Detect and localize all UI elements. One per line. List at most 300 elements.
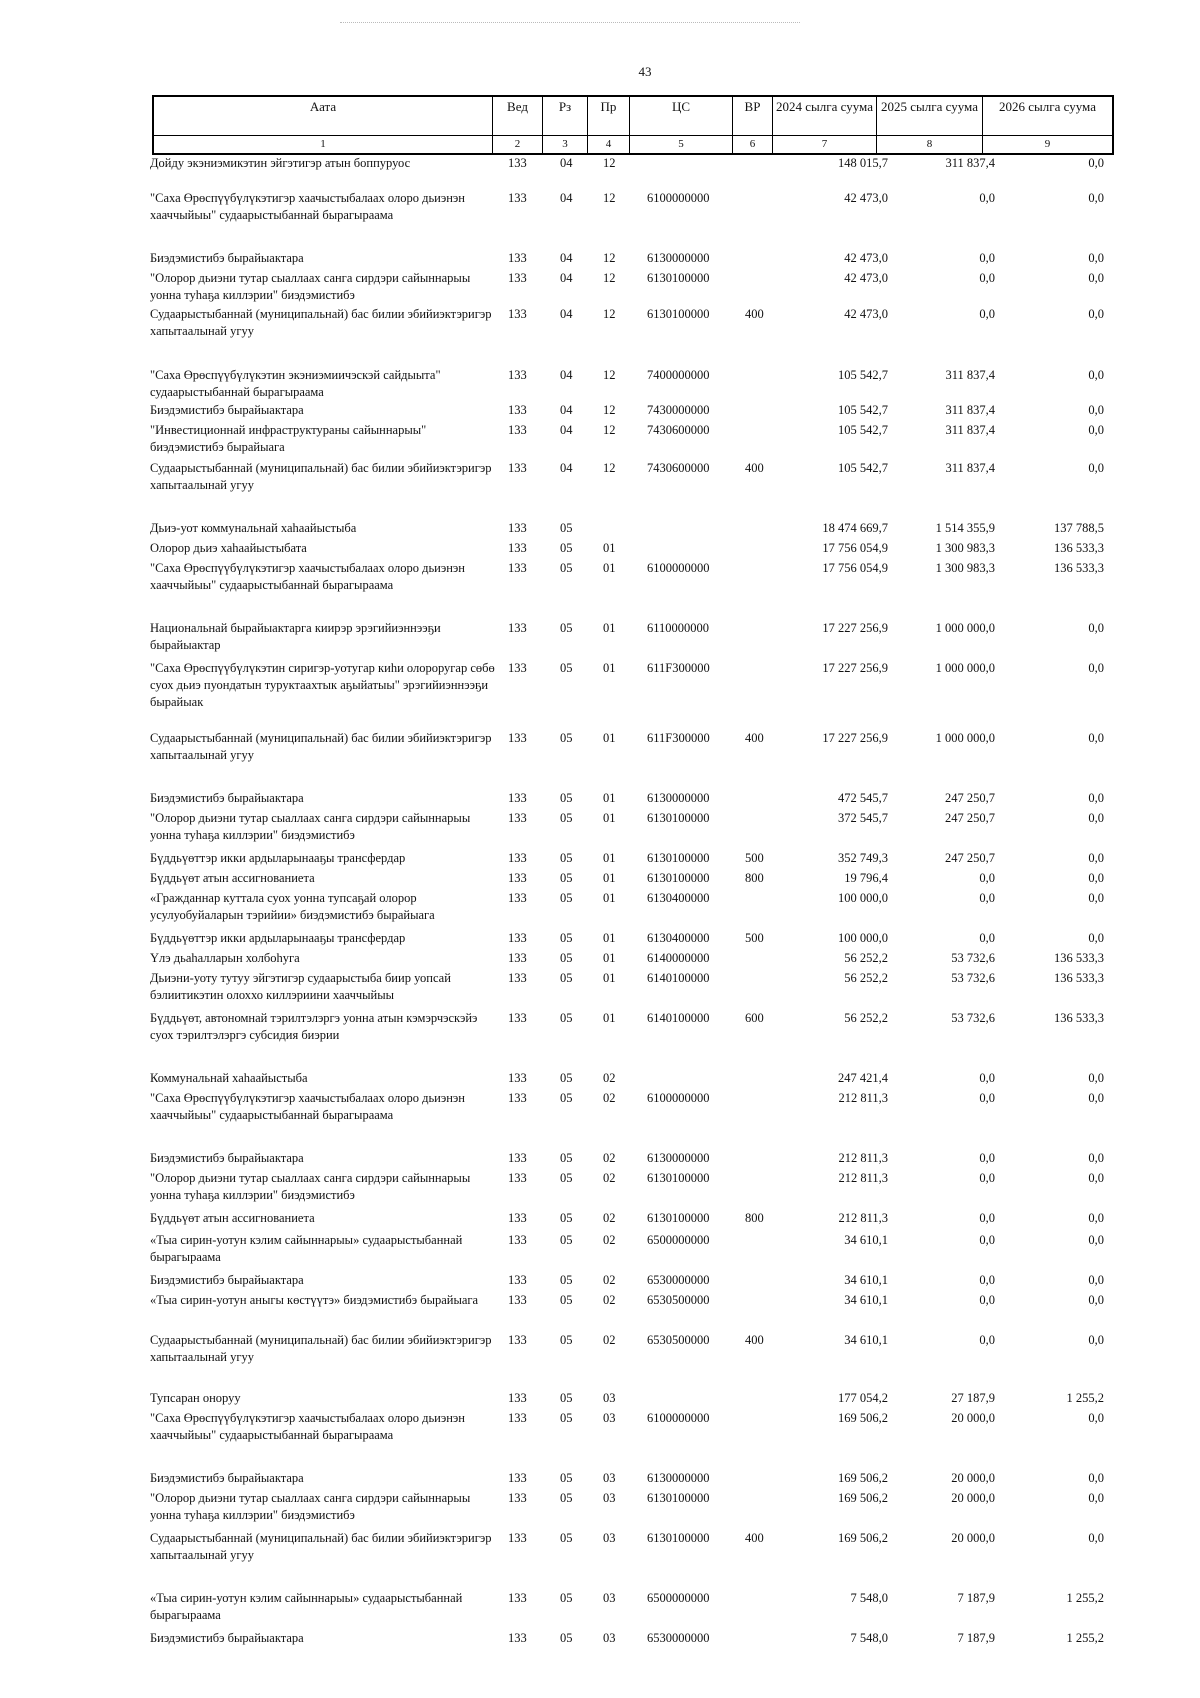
row-2024: 7 548,0	[850, 1591, 888, 1605]
row-rz: 05	[560, 1391, 573, 1405]
row-2024: 372 545,7	[838, 811, 888, 825]
row-2024: 17 227 256,9	[822, 621, 888, 635]
row-pr: 01	[603, 851, 616, 865]
row-2025: 1 514 355,9	[935, 521, 995, 535]
row-pr: 02	[603, 1151, 616, 1165]
row-vr: 400	[745, 461, 764, 475]
row-pr: 02	[603, 1293, 616, 1307]
row-2024: 42 473,0	[844, 307, 888, 321]
row-2025: 27 187,9	[951, 1391, 995, 1405]
row-cs: 6100000000	[647, 561, 710, 575]
row-vr: 500	[745, 931, 764, 945]
row-2024: 19 796,4	[844, 871, 888, 885]
row-name: Бүддьүөт атын ассигнованиета	[150, 871, 315, 885]
row-ved: 133	[508, 271, 527, 285]
row-vr: 400	[745, 307, 764, 321]
row-2025: 311 837,4	[945, 461, 995, 475]
row-2024: 148 015,7	[838, 156, 888, 170]
row-cs: 6130100000	[647, 1491, 710, 1505]
row-2026: 0,0	[1088, 271, 1104, 285]
row-name: Олорор дьиэ хаһаайыстыбата	[150, 541, 307, 555]
row-rz: 05	[560, 541, 573, 555]
row-2025: 0,0	[979, 1151, 995, 1165]
row-name: Биэдэмистибэ бырайыактара	[150, 251, 304, 265]
row-ved: 133	[508, 1233, 527, 1247]
row-name: «Гражданнар куттала суох уонна тупсаҕай олорор усулуобуйаларын тэрийии» биэдэмистибэ бырайыага	[150, 891, 435, 922]
row-cs: 6110000000	[647, 621, 710, 635]
row-2026: 0,0	[1088, 731, 1104, 745]
row-pr: 01	[603, 541, 616, 555]
row-2025: 247 250,7	[945, 851, 995, 865]
row-2026: 136 533,3	[1054, 951, 1104, 965]
row-2026: 0,0	[1088, 1151, 1104, 1165]
row-2024: 169 506,2	[838, 1411, 888, 1425]
row-rz: 04	[560, 307, 573, 321]
row-2025: 1 000 000,0	[935, 621, 995, 635]
row-pr: 03	[603, 1591, 616, 1605]
row-2024: 169 506,2	[838, 1471, 888, 1485]
row-name: "Инвестиционнай инфраструктураны сайыннарыы" биэдэмистибэ бырайыага	[150, 423, 427, 454]
row-2026: 0,0	[1088, 661, 1104, 675]
row-name: Бүддьүөттэр икки ардыларынааҕы трансфердар	[150, 931, 406, 945]
header-num: 7	[773, 135, 876, 153]
row-ved: 133	[508, 368, 527, 382]
row-rz: 05	[560, 1411, 573, 1425]
row-2026: 0,0	[1088, 1471, 1104, 1485]
row-pr: 01	[603, 1011, 616, 1025]
row-pr: 03	[603, 1471, 616, 1485]
row-2026: 0,0	[1088, 368, 1104, 382]
row-2025: 20 000,0	[951, 1411, 995, 1425]
row-2024: 105 542,7	[838, 368, 888, 382]
row-ved: 133	[508, 1531, 527, 1545]
header-title: Аата	[309, 99, 337, 114]
row-2025: 20 000,0	[951, 1491, 995, 1505]
row-pr: 02	[603, 1273, 616, 1287]
row-2024: 42 473,0	[844, 271, 888, 285]
row-name: Бүддьүөттэр икки ардыларынааҕы трансфердар	[150, 851, 406, 865]
row-name: "Саха Өрөспүүбүлүкэтигэр хаачыстыбалаах олоро дьиэнэн хааччыйыы" судаарыстыбаннай бырагыраама	[150, 191, 465, 222]
row-2024: 169 506,2	[838, 1531, 888, 1545]
header-title: 2026 сылга суума	[999, 99, 1096, 114]
row-2024: 17 756 054,9	[822, 561, 888, 575]
row-2024: 472 545,7	[838, 791, 888, 805]
page-number: 43	[638, 64, 652, 79]
row-name: Судаарыстыбаннай (муниципальнай) бас билии эбийиэктэригэр хапытаалынай угуу	[150, 307, 492, 338]
row-name: Бүддьүөт, автономнай тэрилтэлэргэ уонна атын кэмэрчэскэйэ суох тэрилтэлэргэ субсидия биэрии	[150, 1011, 478, 1042]
row-2025: 311 837,4	[945, 423, 995, 437]
row-2024: 212 811,3	[838, 1171, 888, 1185]
row-rz: 05	[560, 621, 573, 635]
row-2025: 0,0	[979, 1273, 995, 1287]
row-rz: 05	[560, 1631, 573, 1645]
row-pr: 01	[603, 811, 616, 825]
row-cs: 7430600000	[647, 461, 710, 475]
row-ved: 133	[508, 1171, 527, 1185]
row-name: «Тыа сирин-уотун аныгы көстүүтэ» биэдэмистибэ бырайыага	[150, 1293, 479, 1307]
row-pr: 12	[603, 191, 616, 205]
row-2024: 7 548,0	[850, 1631, 888, 1645]
row-2026: 0,0	[1088, 461, 1104, 475]
row-pr: 02	[603, 1071, 616, 1085]
row-pr: 01	[603, 931, 616, 945]
row-rz: 04	[560, 368, 573, 382]
row-cs: 6130100000	[647, 1531, 710, 1545]
row-2025: 1 300 983,3	[935, 561, 995, 575]
row-name: Судаарыстыбаннай (муниципальнай) бас билии эбийиэктэригэр хапытаалынай угуу	[150, 1333, 492, 1364]
row-pr: 02	[603, 1091, 616, 1105]
row-2024: 56 252,2	[844, 1011, 888, 1025]
row-ved: 133	[508, 1211, 527, 1225]
header-title: Вед	[507, 99, 528, 114]
row-vr: 400	[745, 1333, 764, 1347]
row-2026: 0,0	[1088, 1273, 1104, 1287]
row-vr: 400	[745, 731, 764, 745]
row-2024: 247 421,4	[838, 1071, 888, 1085]
row-rz: 05	[560, 931, 573, 945]
row-ved: 133	[508, 307, 527, 321]
row-name: "Саха Өрөспүүбүлүкэтигэр хаачыстыбалаах олоро дьиэнэн хааччыйыы" судаарыстыбаннай бырагыраама	[150, 1091, 465, 1122]
row-2026: 0,0	[1088, 1071, 1104, 1085]
row-rz: 05	[560, 1011, 573, 1025]
row-cs: 6130100000	[647, 271, 710, 285]
row-2026: 1 255,2	[1066, 1631, 1104, 1645]
row-name: Бүддьүөт атын ассигнованиета	[150, 1211, 315, 1225]
header-num: 5	[630, 135, 732, 153]
row-rz: 04	[560, 423, 573, 437]
row-pr: 01	[603, 871, 616, 885]
row-rz: 05	[560, 1333, 573, 1347]
row-pr: 12	[603, 271, 616, 285]
row-2026: 0,0	[1088, 403, 1104, 417]
row-pr: 01	[603, 791, 616, 805]
row-name: Үлэ дьаһалларын холбоһуга	[150, 951, 300, 965]
row-cs: 6130400000	[647, 931, 710, 945]
row-2025: 0,0	[979, 1071, 995, 1085]
row-ved: 133	[508, 1071, 527, 1085]
row-rz: 05	[560, 791, 573, 805]
row-name: "Саха Өрөспүүбүлүкэтигэр хаачыстыбалаах олоро дьиэнэн хааччыйыы" судаарыстыбаннай бырагыраама	[150, 561, 465, 592]
row-cs: 6530500000	[647, 1333, 710, 1347]
header-title: Пр	[600, 99, 617, 114]
row-name: "Олорор дьиэни тутар сыаллаах санга сирдэри сайыннарыы уонна туһаҕа киллэрии" биэдэмистибэ	[150, 811, 471, 842]
row-rz: 05	[560, 1471, 573, 1485]
row-2024: 34 610,1	[844, 1293, 888, 1307]
row-cs: 6100000000	[647, 191, 710, 205]
row-vr: 400	[745, 1531, 764, 1545]
row-2024: 169 506,2	[838, 1491, 888, 1505]
row-2024: 17 227 256,9	[822, 731, 888, 745]
row-2026: 0,0	[1088, 156, 1104, 170]
row-pr: 03	[603, 1491, 616, 1505]
row-name: Судаарыстыбаннай (муниципальнай) бас билии эбийиэктэригэр хапытаалынай угуу	[150, 461, 492, 492]
row-2024: 100 000,0	[838, 891, 888, 905]
row-2026: 0,0	[1088, 621, 1104, 635]
row-2025: 7 187,9	[957, 1631, 995, 1645]
row-ved: 133	[508, 156, 527, 170]
row-2025: 53 732,6	[951, 971, 995, 985]
row-2025: 20 000,0	[951, 1531, 995, 1545]
row-cs: 6100000000	[647, 1411, 710, 1425]
row-ved: 133	[508, 561, 527, 575]
row-2024: 17 227 256,9	[822, 661, 888, 675]
row-2026: 136 533,3	[1054, 971, 1104, 985]
row-pr: 12	[603, 307, 616, 321]
row-pr: 01	[603, 621, 616, 635]
row-rz: 05	[560, 1591, 573, 1605]
row-ved: 133	[508, 891, 527, 905]
row-2024: 42 473,0	[844, 251, 888, 265]
row-ved: 133	[508, 191, 527, 205]
row-2025: 0,0	[979, 931, 995, 945]
row-name: "Саха Өрөспүүбүлүкэтин сиригэр-уотугар киһи олороругар сөбө суох дьиэ пуондатын туруктаахтык аҕыйатыы" эрэгийиэннээҕи бырайыак	[150, 661, 495, 709]
row-2026: 137 788,5	[1054, 521, 1104, 535]
row-rz: 05	[560, 1091, 573, 1105]
row-rz: 04	[560, 191, 573, 205]
row-ved: 133	[508, 791, 527, 805]
row-ved: 133	[508, 1091, 527, 1105]
row-2026: 0,0	[1088, 1333, 1104, 1347]
row-name: Дойду экэниэмикэтин эйгэтигэр атын боппуруос	[150, 156, 411, 170]
row-vr: 800	[745, 1211, 764, 1225]
row-2025: 7 187,9	[957, 1591, 995, 1605]
row-pr: 02	[603, 1233, 616, 1247]
row-2024: 105 542,7	[838, 403, 888, 417]
row-2024: 34 610,1	[844, 1333, 888, 1347]
row-cs: 6100000000	[647, 1091, 710, 1105]
row-2026: 1 255,2	[1066, 1391, 1104, 1405]
header-title: Рз	[558, 99, 572, 114]
row-cs: 6530000000	[647, 1631, 710, 1645]
row-ved: 133	[508, 1333, 527, 1347]
row-2026: 0,0	[1088, 423, 1104, 437]
row-2026: 136 533,3	[1054, 561, 1104, 575]
row-rz: 05	[560, 971, 573, 985]
row-2025: 247 250,7	[945, 791, 995, 805]
row-2024: 352 749,3	[838, 851, 888, 865]
row-pr: 12	[603, 251, 616, 265]
row-pr: 02	[603, 1211, 616, 1225]
row-2025: 311 837,4	[945, 156, 995, 170]
row-2026: 0,0	[1088, 307, 1104, 321]
row-rz: 04	[560, 251, 573, 265]
row-2025: 0,0	[979, 1091, 995, 1105]
row-pr: 12	[603, 368, 616, 382]
row-2024: 212 811,3	[838, 1091, 888, 1105]
row-vr: 500	[745, 851, 764, 865]
row-ved: 133	[508, 1491, 527, 1505]
row-2024: 34 610,1	[844, 1273, 888, 1287]
row-2024: 34 610,1	[844, 1233, 888, 1247]
row-2026: 136 533,3	[1054, 1011, 1104, 1025]
row-2026: 1 255,2	[1066, 1591, 1104, 1605]
row-2025: 0,0	[979, 1333, 995, 1347]
row-name: Дьиэни-уоту тутуу эйгэтигэр судаарыстыба биир уопсай бэлиитикэтин олоххо киллэриини хааччыйыы	[150, 971, 451, 1002]
row-pr: 03	[603, 1411, 616, 1425]
row-ved: 133	[508, 971, 527, 985]
row-ved: 133	[508, 1411, 527, 1425]
row-2025: 0,0	[979, 251, 995, 265]
row-name: Биэдэмистибэ бырайыактара	[150, 1151, 304, 1165]
row-pr: 03	[603, 1531, 616, 1545]
row-name: Судаарыстыбаннай (муниципальнай) бас билии эбийиэктэригэр хапытаалынай угуу	[150, 1531, 492, 1562]
row-2026: 0,0	[1088, 1491, 1104, 1505]
header-title: ЦС	[671, 99, 691, 114]
row-2026: 0,0	[1088, 811, 1104, 825]
row-2024: 42 473,0	[844, 191, 888, 205]
row-2025: 0,0	[979, 271, 995, 285]
row-cs: 6140000000	[647, 951, 710, 965]
row-2026: 0,0	[1088, 1233, 1104, 1247]
row-cs: 6130100000	[647, 811, 710, 825]
row-name: Биэдэмистибэ бырайыактара	[150, 1471, 304, 1485]
row-pr: 03	[603, 1631, 616, 1645]
row-pr: 12	[603, 461, 616, 475]
row-rz: 05	[560, 1071, 573, 1085]
row-2026: 0,0	[1088, 1293, 1104, 1307]
row-rz: 05	[560, 891, 573, 905]
row-rz: 05	[560, 661, 573, 675]
row-rz: 05	[560, 1211, 573, 1225]
row-rz: 05	[560, 561, 573, 575]
row-2026: 136 533,3	[1054, 541, 1104, 555]
row-2025: 0,0	[979, 1233, 995, 1247]
header-title: ВР	[744, 99, 761, 114]
row-ved: 133	[508, 1011, 527, 1025]
row-rz: 04	[560, 403, 573, 417]
row-pr: 12	[603, 403, 616, 417]
row-2024: 100 000,0	[838, 931, 888, 945]
row-cs: 6130000000	[647, 1151, 710, 1165]
row-ved: 133	[508, 871, 527, 885]
row-rz: 05	[560, 1171, 573, 1185]
row-ved: 133	[508, 1631, 527, 1645]
row-ved: 133	[508, 811, 527, 825]
row-pr: 01	[603, 731, 616, 745]
row-pr: 02	[603, 1171, 616, 1185]
row-2024: 105 542,7	[838, 423, 888, 437]
row-cs: 611F300000	[647, 731, 710, 745]
row-2024: 56 252,2	[844, 971, 888, 985]
header-num: 6	[733, 135, 772, 153]
row-ved: 133	[508, 423, 527, 437]
row-2026: 0,0	[1088, 1531, 1104, 1545]
row-2026: 0,0	[1088, 1211, 1104, 1225]
row-rz: 05	[560, 1531, 573, 1545]
row-rz: 04	[560, 271, 573, 285]
row-ved: 133	[508, 931, 527, 945]
row-2026: 0,0	[1088, 791, 1104, 805]
row-rz: 05	[560, 1273, 573, 1287]
row-cs: 6130100000	[647, 871, 710, 885]
row-rz: 05	[560, 871, 573, 885]
row-ved: 133	[508, 521, 527, 535]
row-ved: 133	[508, 1293, 527, 1307]
row-name: Биэдэмистибэ бырайыактара	[150, 1631, 304, 1645]
row-ved: 133	[508, 731, 527, 745]
row-2025: 0,0	[979, 1171, 995, 1185]
header-num: 3	[543, 135, 587, 153]
row-cs: 6130000000	[647, 791, 710, 805]
row-vr: 800	[745, 871, 764, 885]
row-rz: 05	[560, 1491, 573, 1505]
row-cs: 6130400000	[647, 891, 710, 905]
row-2025: 0,0	[979, 871, 995, 885]
row-2024: 56 252,2	[844, 951, 888, 965]
row-2026: 0,0	[1088, 871, 1104, 885]
header-title: 2025 сылга суума	[881, 99, 978, 114]
row-cs: 6130100000	[647, 1211, 710, 1225]
row-2024: 212 811,3	[838, 1151, 888, 1165]
row-pr: 01	[603, 891, 616, 905]
row-pr: 12	[603, 156, 616, 170]
row-rz: 05	[560, 521, 573, 535]
row-rz: 04	[560, 461, 573, 475]
row-cs: 6130000000	[647, 251, 710, 265]
row-2024: 105 542,7	[838, 461, 888, 475]
row-name: "Олорор дьиэни тутар сыаллаах санга сирдэри сайыннарыы уонна туһаҕа киллэрии" биэдэмистибэ	[150, 1171, 471, 1202]
row-2026: 0,0	[1088, 1411, 1104, 1425]
row-name: Коммунальнай хаһаайыстыба	[150, 1071, 308, 1085]
row-pr: 03	[603, 1391, 616, 1405]
row-name: "Саха Өрөспүүбүлүкэтин экэниэмиичэскэй сайдыыта" судаарыстыбаннай бырагыраама	[150, 368, 441, 399]
row-2024: 177 054,2	[838, 1391, 888, 1405]
row-pr: 02	[603, 1333, 616, 1347]
header-num: 2	[493, 135, 542, 153]
row-name: Биэдэмистибэ бырайыактара	[150, 791, 304, 805]
row-name: «Тыа сирин-уотун кэлим сайыннарыы» судаарыстыбаннай бырагыраама	[150, 1591, 463, 1622]
row-ved: 133	[508, 661, 527, 675]
row-2024: 17 756 054,9	[822, 541, 888, 555]
row-name: «Тыа сирин-уотун кэлим сайыннарыы» судаарыстыбаннай бырагыраама	[150, 1233, 463, 1264]
row-pr: 12	[603, 423, 616, 437]
row-cs: 6500000000	[647, 1233, 710, 1247]
row-rz: 05	[560, 1293, 573, 1307]
row-name: Биэдэмистибэ бырайыактара	[150, 403, 304, 417]
row-pr: 01	[603, 951, 616, 965]
row-name: Биэдэмистибэ бырайыактара	[150, 1273, 304, 1287]
header-title: 2024 сылга суума	[776, 99, 873, 114]
row-2025: 0,0	[979, 891, 995, 905]
row-cs: 6140100000	[647, 1011, 710, 1025]
row-ved: 133	[508, 1391, 527, 1405]
row-vr: 600	[745, 1011, 764, 1025]
row-cs: 6140100000	[647, 971, 710, 985]
row-ved: 133	[508, 1151, 527, 1165]
row-2025: 1 300 983,3	[935, 541, 995, 555]
row-ved: 133	[508, 851, 527, 865]
row-cs: 6530500000	[647, 1293, 710, 1307]
row-2026: 0,0	[1088, 1091, 1104, 1105]
row-rz: 05	[560, 851, 573, 865]
row-cs: 7400000000	[647, 368, 710, 382]
row-ved: 133	[508, 1273, 527, 1287]
row-name: "Олорор дьиэни тутар сыаллаах санга сирдэри сайыннарыы уонна туһаҕа киллэрии" биэдэмистибэ	[150, 1491, 471, 1522]
row-cs: 7430000000	[647, 403, 710, 417]
row-2024: 18 474 669,7	[822, 521, 888, 535]
row-rz: 05	[560, 1151, 573, 1165]
row-2025: 311 837,4	[945, 368, 995, 382]
row-rz: 05	[560, 811, 573, 825]
row-2026: 0,0	[1088, 891, 1104, 905]
header-num: 4	[588, 135, 629, 153]
row-2025: 53 732,6	[951, 951, 995, 965]
row-2025: 0,0	[979, 191, 995, 205]
row-name: Тупсаран оноруу	[150, 1391, 241, 1405]
row-ved: 133	[508, 403, 527, 417]
header-num: 1	[154, 135, 492, 153]
row-rz: 04	[560, 156, 573, 170]
